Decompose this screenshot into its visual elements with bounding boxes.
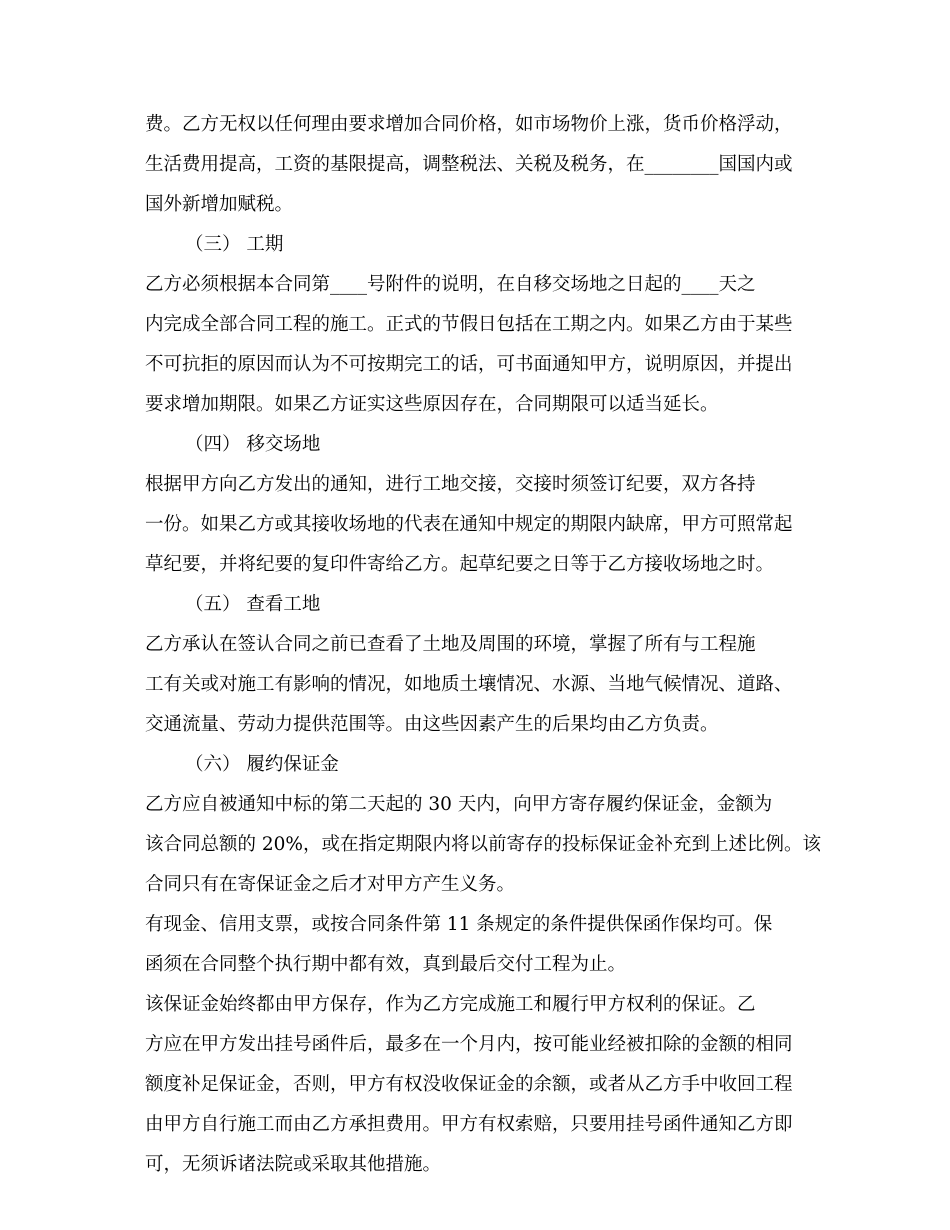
text-line: 草纪要，并将纪要的复印件寄给乙方。起草纪要之日等于乙方接收场地之时。 [145,554,775,575]
section-heading: （四） 移交场地 [185,434,321,455]
section-heading: （五） 查看工地 [185,594,321,615]
section-heading: （六） 履约保证金 [185,754,339,775]
text-line: 工有关或对施工有影响的情况，如地质土壤情况、水源、当地气候情况、道路、 [145,674,793,695]
paragraph-first-line: 乙方必须根据本合同第____号附件的说明，在自移交场地之日起的____天之 [145,274,756,295]
paragraph-first-line: 有现金、信用支票，或按合同条件第 11 条规定的条件提供保函作保均可。保 [145,914,773,935]
text-line: 由甲方自行施工而由乙方承担费用。甲方有权索赔，只要用挂号函件通知乙方即 [145,1114,793,1135]
text-line: 函须在合同整个执行期中都有效，真到最后交付工程为止。 [145,954,627,975]
paragraph-first-line: 根据甲方向乙方发出的通知，进行工地交接，交接时须签订纪要，双方各持 [145,474,756,495]
text-line: 不可抗拒的原因而认为不可按期完工的话，可书面通知甲方，说明原因，并提出 [145,354,793,375]
text-line: 内完成全部合同工程的施工。正式的节假日包括在工期之内。如果乙方由于某些 [145,314,793,335]
text-line: 可，无须诉诸法院或采取其他措施。 [145,1154,442,1175]
text-line: 生活费用提高，工资的基限提高，调整税法、关税及税务，在________国国内或 [145,154,793,175]
text-line: 要求增加期限。如果乙方证实这些原因存在，合同期限可以适当延长。 [145,394,719,415]
text-line: 额度补足保证金，否则，甲方有权没收保证金的余额，或者从乙方手中收回工程 [145,1074,793,1095]
text-line: 费。乙方无权以任何理由要求增加合同价格，如市场物价上涨，货币价格浮动， [145,114,793,135]
paragraph-first-line: 乙方承认在签认合同之前已查看了土地及周围的环境，掌握了所有与工程施 [145,634,756,655]
paragraph-first-line: 该保证金始终都由甲方保存，作为乙方完成施工和履行甲方权利的保证。乙 [145,994,756,1015]
text-line: 交通流量、劳动力提供范围等。由这些因素产生的后果均由乙方负责。 [145,714,719,735]
paragraph-first-line: 乙方应自被通知中标的第二天起的 30 天内，向甲方寄存履约保证金，金额为 [145,794,773,815]
section-heading: （三） 工期 [185,234,284,255]
text-line: 一份。如果乙方或其接收场地的代表在通知中规定的期限内缺席，甲方可照常起 [145,514,793,535]
text-line: 该合同总额的 20%，或在指定期限内将以前寄存的投标保证金补充到上述比例。该 [145,834,822,855]
text-line: 国外新增加赋税。 [145,194,294,215]
text-line: 方应在甲方发出挂号函件后，最多在一个月内，按可能业经被扣除的金额的相同 [145,1034,793,1055]
text-line: 合同只有在寄保证金之后才对甲方产生义务。 [145,874,516,895]
